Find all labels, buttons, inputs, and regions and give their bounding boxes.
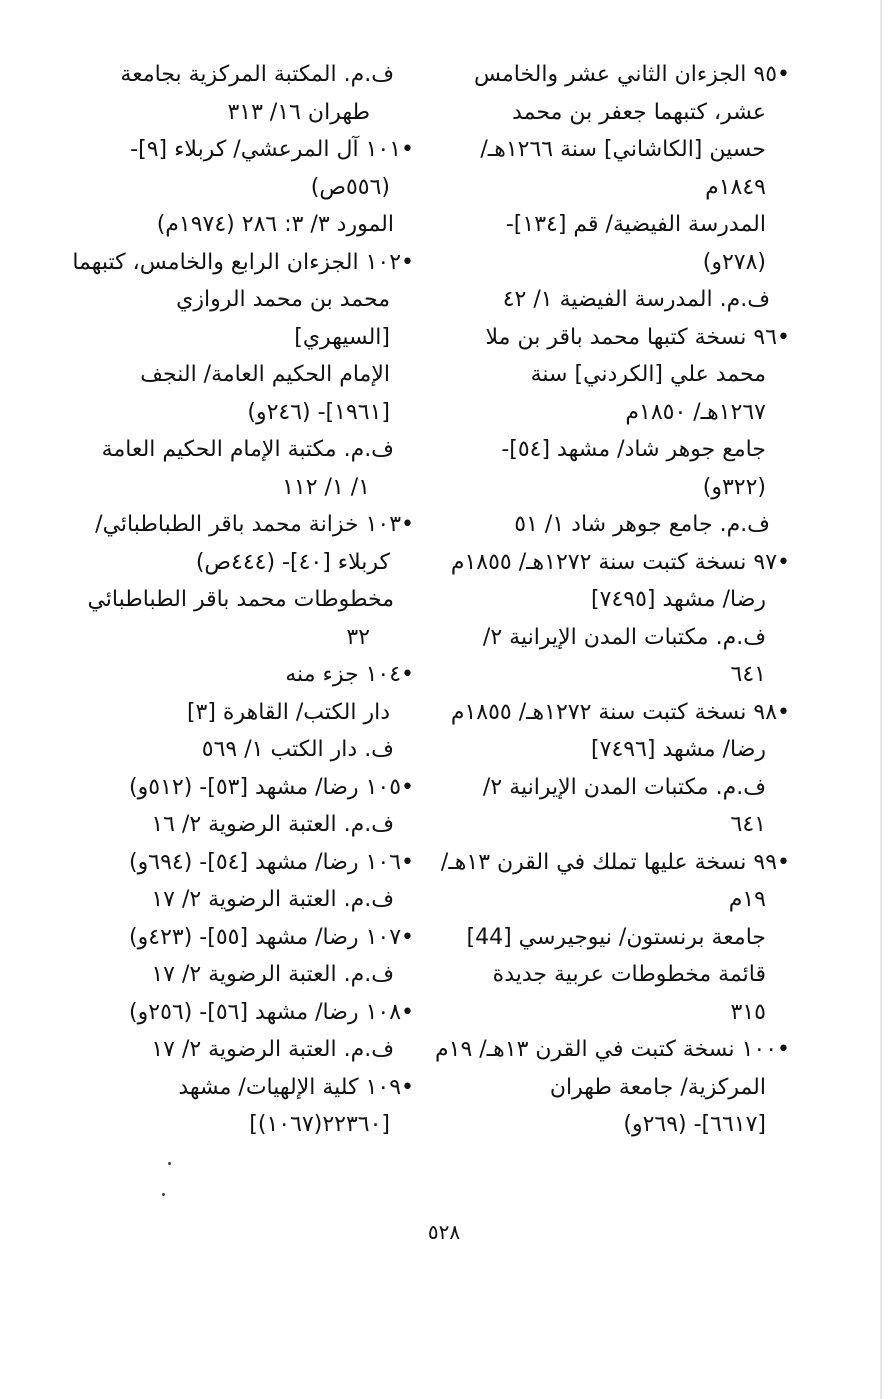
entry-heading-line: •٩٨ نسخة كتبت سنة ١٢٧٢هـ/ ١٨٥٥م (450, 699, 790, 725)
entry-text-line: ٦٤١ (730, 812, 766, 837)
entry-text-line: رضا/ مشهد [٧٤٩٥] (591, 587, 766, 612)
entry-text-line: حسين [الكاشاني] سنة ١٢٦٦هـ/ (480, 137, 766, 162)
entry-text-line: ١/ ١/ ١١٢ (282, 474, 370, 500)
scan-speck (168, 1162, 171, 1165)
entry-text-line: ف. دار الكتب ١/ ٥٦٩ (201, 737, 394, 762)
scan-speck (162, 1193, 165, 1196)
entry-text-line: عشر، كتبهما جعفر بن محمد (512, 99, 766, 125)
entry-text-line: ف.م. مكتبات المدن الإيرانية ٢/ (482, 774, 766, 800)
entry-text-line: ف.م. جامع جوهر شاد ١/ ٥١ (514, 512, 770, 537)
entry-text-line: ٣٢ (346, 624, 370, 650)
entry-text-line: المورد ٣/ ٣: ٢٨٦ (١٩٧٤م) (156, 212, 394, 237)
entry-text-line: ف.م. مكتبة الإمام الحكيم العامة (101, 437, 394, 462)
entry-heading-line: •١٠٨ رضا/ مشهد [٥٦]- (٢٥٦و) (129, 999, 414, 1025)
entry-text-line: رضا/ مشهد [٧٤٩٦] (591, 737, 766, 762)
entry-text-line: [٦٦١٧]- (٢٦٩و) (623, 1112, 766, 1137)
entry-heading-line: •٩٩ نسخة عليها تملك في القرن ١٣هـ/ (440, 849, 790, 875)
page-number: ٥٢٨ (427, 1220, 461, 1244)
catalog-entry (52, 244, 414, 507)
entry-text-line: ف.م. العتبة الرضوية ٢/ ١٧ (151, 887, 394, 912)
entry-text-line: محمد علي [الكردني] سنة (530, 362, 766, 387)
catalog-entry (435, 1031, 790, 1144)
entry-heading-line: •١٠٠ نسخة كتبت في القرن ١٣هـ/ ١٩م (435, 1037, 790, 1062)
catalog-entry (52, 656, 414, 1144)
entry-text-line: الإمام الحكيم العامة/ النجف (140, 362, 390, 387)
entry-text-line: ف.م. المدرسة الفيضية ١/ ٤٢ (502, 287, 770, 312)
catalog-entry (52, 131, 414, 244)
catalog-entry (440, 544, 790, 694)
entry-heading-line: •١٠٤ جزء منه (285, 662, 414, 687)
entry-text-line: ٦٤١ (730, 662, 766, 687)
entry-text-line: المدرسة الفيضية/ قم [١٣٤]- (505, 212, 766, 237)
entry-text-line: طهران ١٦/ ٣١٣ (227, 99, 370, 125)
entry-text-line: محمد بن محمد الروازي (176, 287, 390, 312)
catalog-entry (440, 694, 790, 844)
catalog-entry (52, 506, 414, 656)
entry-heading-line: •٩٦ نسخة كتبها محمد باقر بن ملا (485, 324, 790, 350)
catalog-entry (440, 56, 790, 319)
entry-text-line: كربلاء [٤٠]- (٤٤٤ص) (195, 549, 390, 575)
entry-text-line: [السيهري] (294, 324, 390, 350)
entry-heading-line: •١٠١ آل المرعشي/ كربلاء [٩]- (130, 137, 414, 162)
entry-text-line: ١٢٦٧هـ/ ١٨٥٠م (625, 399, 766, 425)
entry-heading-line: •١٠٧ رضا/ مشهد [٥٥]- (٤٢٣و) (129, 924, 414, 950)
entry-text-line: ١٨٤٩م (705, 174, 766, 200)
left-column (52, 56, 414, 1144)
entry-text-line: قائمة مخطوطات عربية جديدة (492, 962, 766, 987)
entry-text-line: ٣١٥ (730, 999, 766, 1025)
entry-text-line: جامعة برنستون/ نيوجيرسي [44] (466, 924, 766, 950)
entry-text-line: المركزية/ جامعة طهران (549, 1074, 766, 1100)
entry-heading-line: •١٠٣ خزانة محمد باقر الطباطبائي/ (95, 512, 414, 537)
right-column (435, 56, 790, 1144)
entry-text-line: دار الكتب/ القاهرة [٣] (186, 699, 390, 725)
entry-text-line: ف.م. العتبة الرضوية ٢/ ١٧ (151, 962, 394, 987)
entry-text-line: ف.م. العتبة الرضوية ٢/ ١٧ (151, 1037, 394, 1062)
entry-text-line: جامع جوهر شاد/ مشهد [٥٤]- (501, 437, 766, 462)
entry-text-line: (٥٥٦ص) (310, 174, 390, 200)
entry-text-line: (٢٧٨و) (702, 249, 766, 275)
entry-heading-line: •١٠٩ كلية الإلهيات/ مشهد (178, 1074, 414, 1100)
page-edge-shadow (880, 0, 882, 1399)
entry-text-line: ف.م. العتبة الرضوية ٢/ ١٦ (151, 812, 394, 837)
entry-heading-line: •١٠٦ رضا/ مشهد [٥٤]- (٦٩٤و) (129, 849, 414, 875)
catalog-entry (52, 56, 414, 131)
catalog-entry (440, 319, 790, 544)
entry-text-line: ١٩م (728, 887, 766, 912)
entry-text-line: مخطوطات محمد باقر الطباطبائي (87, 587, 394, 612)
entry-heading-line: •٩٥ الجزءان الثاني عشر والخامس (473, 62, 790, 87)
entry-heading-line: •٩٧ نسخة كتبت سنة ١٢٧٢هـ/ ١٨٥٥م (450, 549, 790, 575)
entry-heading-line: •١٠٥ رضا/ مشهد [٥٣]- (٥١٢و) (129, 774, 414, 800)
entry-text-line: (٣٢٢و) (702, 474, 766, 500)
entry-text-line: [٢٢٣٦٠(١٠٦٧)] (249, 1112, 390, 1137)
entry-heading-line: •١٠٢ الجزءان الرابع والخامس، كتبهما (72, 249, 414, 275)
entry-text-line: ف.م. مكتبات المدن الإيرانية ٢/ (482, 624, 766, 650)
catalog-entry (440, 844, 790, 1032)
entry-text-line: [١٩٦١]- (٢٤٦و) (247, 399, 390, 425)
entry-text-line: ف.م. المكتبة المركزية بجامعة (120, 62, 394, 87)
